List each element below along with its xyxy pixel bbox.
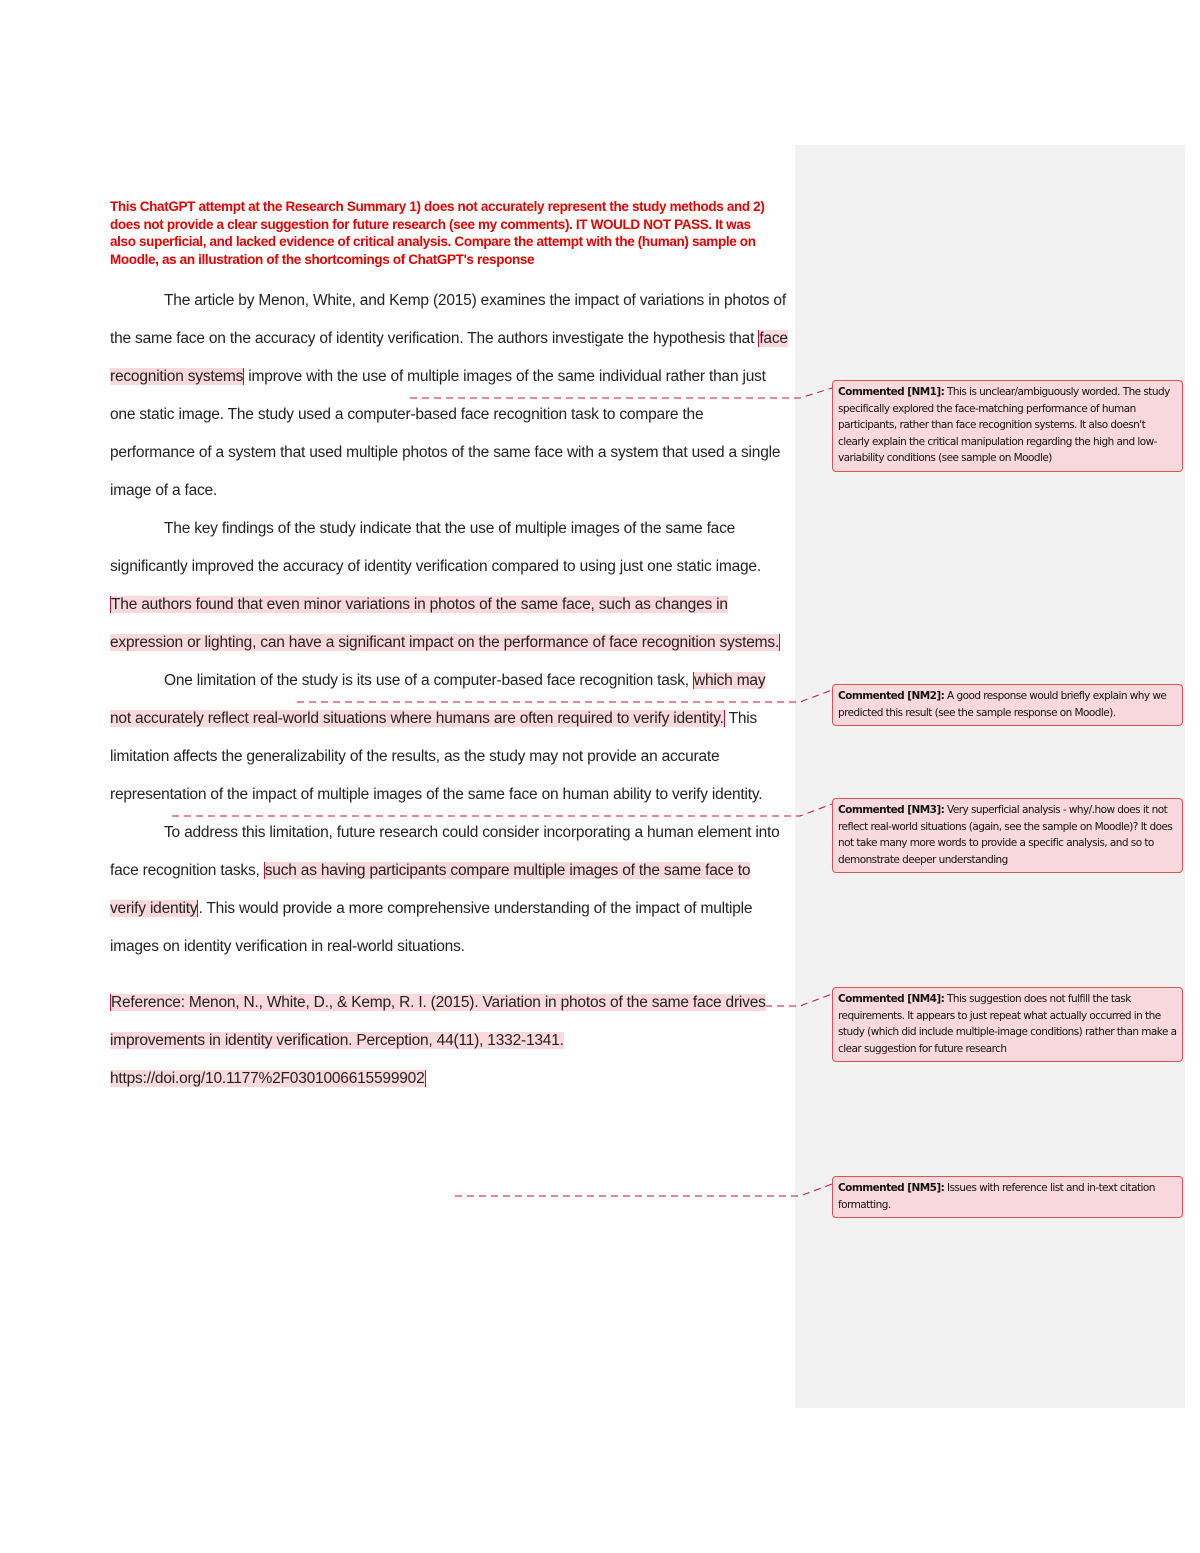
instructor-note: This ChatGPT attempt at the Research Summary 1) does not accurately represent the study methods and 2) does not provide a clear suggestion for future research (see my comments). IT WOULD NOT PASS. It was also superficial, and lacked evidence of critical analysis. Compare the attempt with the (human) sample on Moodle, as an illustration of the shortcomings of ChatGPT's response [110, 199, 765, 267]
connector-nm5 [455, 1184, 832, 1196]
paragraph-1 [110, 282, 790, 510]
p3-text-a: One limitation of the study is its use of a computer-based face recognition task, [164, 672, 693, 689]
p1-text-c: improve with the use of multiple images of the same individual rather than just one static image. The study used a computer-based face recognition task to compare the performance of a system that used multiple photos of the same face with a system that used a single image of a face. [110, 368, 781, 499]
comment-nm5[interactable] [832, 1176, 1183, 1218]
comment-nm1[interactable] [832, 380, 1183, 472]
p2-text-a: The key findings of the study indicate that the use of multiple images of the same face significantly improved the accuracy of identity verification compared to using just one static image. [110, 520, 761, 575]
highlight-nm2[interactable]: The authors found that even minor variations in photos of the same face, such as changes in expression or lighting, can have a significant impact on the performance of face recognition systems. [110, 596, 780, 651]
p4-text-c: . This would provide a more comprehensive understanding of the impact of multiple images on identity verification in real-world situations. [110, 900, 753, 955]
p4-text-a: To address this limitation, future research could consider incorporating a human element into face recognition tasks, [110, 824, 780, 879]
comment-nm4[interactable] [832, 987, 1183, 1062]
reference-entry [110, 984, 790, 1098]
comment-nm3[interactable] [832, 798, 1183, 873]
paragraph-3 [110, 662, 790, 814]
highlight-nm3[interactable]: which may not accurately reflect real-world situations where humans are often required to verify identity. [110, 672, 766, 727]
comment-nm1-text: This is unclear/ambiguously worded. The study specifically explored the face-matching performance of human participants, rather than face recognition systems. It also doesn't clearly explain the critical manipulation regarding the high and low-variability conditions (see sample on Moodle) [838, 386, 1170, 464]
comment-nm4-text: This suggestion does not fulfill the task requirements. It appears to just repeat what actually occurred in the study (which did include multiple-image conditions) rather than make a clear suggestion for future research [838, 993, 1177, 1055]
comment-nm1-label: Commented [NM1]: [838, 386, 945, 398]
comment-nm5-label: Commented [NM5]: [838, 1182, 945, 1194]
highlight-nm5[interactable]: Reference: Menon, N., White, D., & Kemp, R. I. (2015). Variation in photos of the same face drives improvements in identity verification. Perception, 44(11), 1332-1341. https://doi.org/10.1177%2F0301006615599902 [110, 994, 766, 1087]
p3-text-c: This limitation affects the generalizability of the results, as the study may not provide an accurate representation of the impact of multiple images of the same face on human ability to verify identity. [110, 710, 763, 803]
comment-margin-pane [795, 145, 1185, 1408]
paragraph-2 [110, 510, 790, 662]
highlight-nm4[interactable]: such as having participants compare multiple images of the same face to verify identity [110, 862, 751, 917]
comment-nm3-text: Very superficial analysis - why/.how does it not reflect real-world situations (again, see the sample on Moodle)? It does not take many more words to provide a specific analysis, and so to demonstrate deeper understanding [838, 804, 1173, 866]
comment-nm2-label: Commented [NM2]: [838, 690, 945, 702]
comment-nm2-text: A good response would briefly explain why we predicted this result (see the sample response on Moodle). [838, 690, 1167, 719]
highlight-nm1[interactable]: face recognition systems [110, 330, 788, 385]
paragraph-4 [110, 814, 790, 966]
comment-nm5-text: Issues with reference list and in-text citation formatting. [838, 1182, 1155, 1211]
document-body [110, 198, 790, 1098]
comment-nm4-label: Commented [NM4]: [838, 993, 945, 1005]
p1-text-a: The article by Menon, White, and Kemp (2015) examines the impact of variations in photos of the same face on the accuracy of identity verification. The authors investigate the hypothesis that [110, 292, 786, 347]
comment-nm3-label: Commented [NM3]: [838, 804, 945, 816]
comment-nm2[interactable] [832, 684, 1183, 726]
